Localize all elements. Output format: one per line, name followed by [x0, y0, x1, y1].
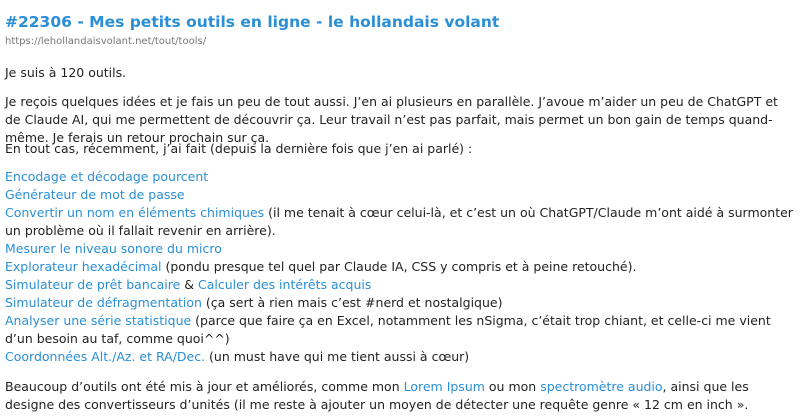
tools-list — [5, 168, 795, 366]
closing-text: Beaucoup d’outils ont été mis à jour et améliorés, comme mon — [5, 379, 404, 394]
tool-link[interactable]: Convertir un nom en éléments chimiques — [5, 205, 265, 220]
tool-link[interactable]: Simulateur de prêt bancaire — [5, 277, 181, 292]
tool-note: (parce que faire ça en Excel, notamment les nSigma, c’était trop chiant, et celle-ci me vient d’un besoin au taf, comme quoi^^) — [5, 313, 771, 346]
tool-note: (pondu presque tel quel par Claude IA, CSS y compris et à peine retouché). — [161, 259, 637, 274]
tool-separator: & — [180, 277, 199, 292]
paragraph-recent: En tout cas, récemment, j’ai fait (depuis la dernière fois que j’en ai parlé) : — [5, 141, 473, 156]
tool-link[interactable]: Explorateur hexadécimal — [5, 259, 162, 274]
closing-text: ou mon — [484, 379, 541, 394]
list-item — [5, 312, 795, 348]
tool-note: (il me tenait à cœur celui-là, et c’est un où ChatGPT/Claude m’ont aidé à surmonter un problème où il fallait revenir en arrière). — [5, 205, 793, 238]
list-item — [5, 240, 795, 258]
tool-note: (un must have qui me tient aussi à cœur) — [205, 349, 470, 364]
tool-link[interactable]: Simulateur de défragmentation — [5, 295, 202, 310]
post-url: https://lehollandaisvolant.net/tout/tools/ — [5, 36, 207, 47]
list-item — [5, 204, 795, 240]
list-item — [5, 348, 795, 366]
list-item — [5, 186, 795, 204]
tool-link[interactable]: Analyser une série statistique — [5, 313, 192, 328]
tool-link[interactable]: Générateur de mot de passe — [5, 187, 185, 202]
paragraph-ideas: Je reçois quelques idées et je fais un peu de tout aussi. J’en ai plusieurs en parallèle. J’avoue m’aider un peu de ChatGPT et de Claude AI, qui me permettent de découvrir ça. Leur travail n’est pas parfait, mais permet un bon gain de temps quand-même. Je ferais un retour prochain sur ça. — [5, 94, 778, 145]
tool-link[interactable]: Coordonnées Alt./Az. et RA/Dec. — [5, 349, 206, 364]
tool-link[interactable]: Encodage et décodage pourcent — [5, 169, 209, 184]
post-id-link[interactable]: #22306 — [5, 13, 72, 31]
list-item — [5, 276, 795, 294]
tool-note: (ça sert à rien mais c’est #nerd et nostalgique) — [201, 295, 503, 310]
post-title-link[interactable]: Mes petits outils en ligne - le hollandais volant — [89, 13, 500, 31]
list-item — [5, 258, 795, 276]
paragraph-closing — [5, 378, 795, 414]
list-item — [5, 168, 795, 186]
list-item — [5, 294, 795, 312]
spectrometre-audio-link[interactable]: spectromètre audio — [540, 379, 663, 394]
closing-text: , ainsi que les designe des convertisseurs d’unités (il me reste à ajouter un moyen de détecter une requête genre « 12 cm en inch ». — [5, 379, 749, 412]
lorem-ipsum-link[interactable]: Lorem Ipsum — [403, 379, 485, 394]
post-title — [5, 12, 499, 32]
tool-link[interactable]: Calculer des intérêts acquis — [198, 277, 372, 292]
paragraph-intro: Je suis à 120 outils. — [5, 65, 127, 80]
tool-link[interactable]: Mesurer le niveau sonore du micro — [5, 241, 222, 256]
title-separator: - — [71, 13, 90, 31]
